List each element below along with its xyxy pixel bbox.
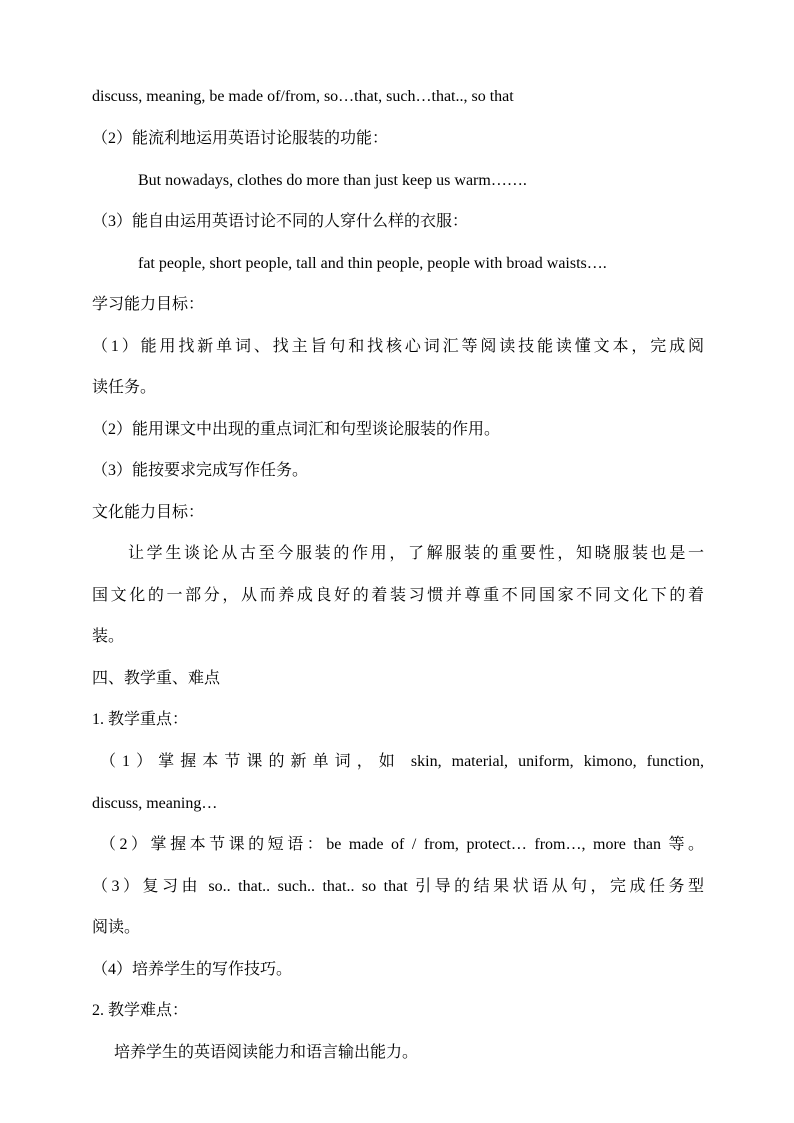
heading-difficult-points: 2. 教学难点： — [92, 1002, 189, 1019]
text-line-example-clothes: But nowadays, clothes do more than just keep us warm……. — [138, 172, 527, 189]
text-line-learning-3: （3）能按要求完成写作任务。 — [92, 462, 309, 479]
text-line-key-2: （2）掌握本节课的短语：be made of / from, protect… from…, more than 等。 — [100, 836, 704, 853]
text-line-objective-3: （3）能自由运用英语讨论不同的人穿什么样的衣服： — [92, 213, 469, 230]
text-line-culture-c: 装。 — [92, 628, 125, 645]
text-line-culture-b: 国文化的一部分，从而养成良好的着装习惯并尊重不同国家不同文化下的着 — [92, 587, 704, 604]
heading-learning-goals: 学习能力目标： — [92, 296, 205, 313]
text-line-culture-a: 让学生谈论从古至今服装的作用，了解服装的重要性，知晓服装也是一 — [128, 545, 704, 562]
text-line-key-3b: 阅读。 — [92, 919, 141, 936]
heading-culture-goals: 文化能力目标： — [92, 504, 205, 521]
text-line-key-1a: （1）掌握本节课的新单词，如 skin, material, uniform, kimono, function, — [100, 753, 704, 770]
text-line-key-1b: discuss, meaning… — [92, 795, 218, 812]
text-line-key-4: （4）培养学生的写作技巧。 — [92, 961, 293, 978]
text-line-objective-2: （2）能流利地运用英语讨论服装的功能： — [92, 130, 389, 147]
text-line-learning-1b: 读任务。 — [92, 379, 157, 396]
text-line-learning-1a: （1）能用找新单词、找主旨句和找核心词汇等阅读技能读懂文本，完成阅 — [92, 338, 704, 355]
text-line-learning-2: （2）能用课文中出现的重点词汇和句型谈论服装的作用。 — [92, 421, 501, 438]
text-line-key-3a: （3）复习由 so.. that.. such.. that.. so that 引导的结果状语从句，完成任务型 — [92, 878, 704, 895]
text-line-vocab-list: discuss, meaning, be made of/from, so…that, such…that.., so that — [92, 88, 514, 105]
heading-key-difficult-points: 四、教学重、难点 — [92, 670, 221, 687]
heading-key-points: 1. 教学重点： — [92, 711, 189, 728]
text-line-example-people: fat people, short people, tall and thin people, people with broad waists…. — [138, 255, 607, 272]
text-line-difficult-1: 培养学生的英语阅读能力和语言输出能力。 — [114, 1044, 419, 1061]
